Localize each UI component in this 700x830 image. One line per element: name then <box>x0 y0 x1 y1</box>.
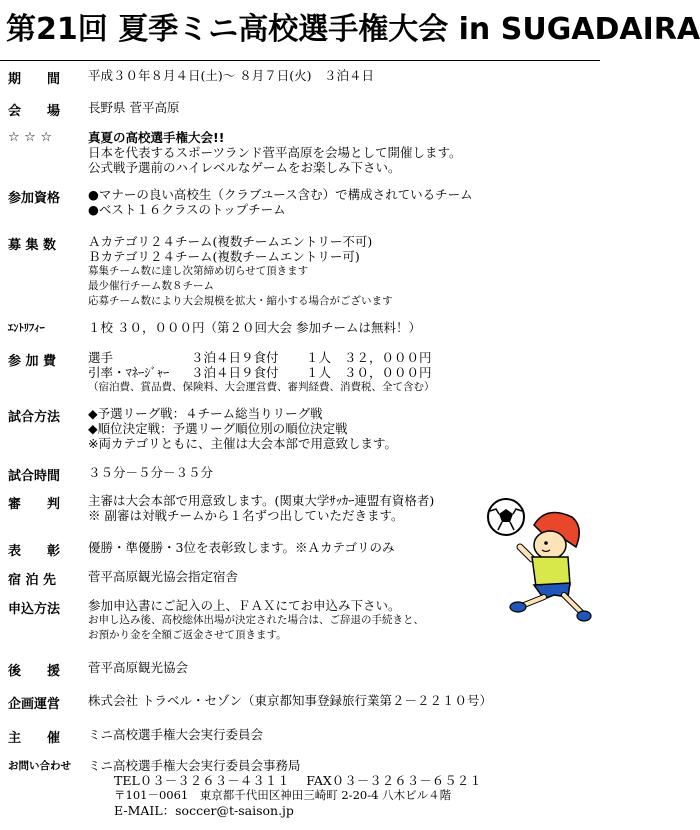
recruit-line: Ａカテゴリ２４チーム(複数チームエントリー不可) <box>88 234 373 249</box>
contact-phone-fax: TEL０３－３２６３－４３１１ FAX０３－３２６３－６５２１ <box>114 773 482 788</box>
fee-price: ３０，０００円 <box>344 365 432 380</box>
section-label: 試合方法 <box>8 410 61 425</box>
section-content <box>88 100 179 115</box>
section-content <box>88 569 238 584</box>
period-text: 平成３０年８月４日(土)～ ８月７日(火) ３泊４日 <box>88 68 374 83</box>
entry-fee-text: １校 ３０，０００円（第２０回大会 参加チームは無料！） <box>88 320 421 335</box>
section-content <box>88 693 492 708</box>
fee-plan: ３泊４日９食付 <box>191 365 279 380</box>
section-label: 会 場 <box>8 104 61 119</box>
section-label: ☆ ☆ ☆ <box>8 130 53 145</box>
section-content <box>88 465 213 480</box>
title-divider <box>0 60 600 61</box>
organizer-text: 株式会社 トラベル・セゾン（東京都知事登録旅行業第２－２２１０号） <box>88 693 492 708</box>
support-text: 菅平高原観光協会 <box>88 660 189 675</box>
section-label: 審 判 <box>8 497 61 512</box>
section-label: 主 催 <box>8 731 61 746</box>
fee-row-player <box>88 350 448 365</box>
section-content <box>88 406 397 451</box>
application-note: お預かり金を全額ご返金させて頂きます。 <box>88 629 287 641</box>
intro-line: 公式戦予選前のハイレベルなゲームをお楽しみ下さい。 <box>88 160 401 175</box>
soccer-player-illustration <box>484 495 592 623</box>
section-content <box>88 350 448 395</box>
recruit-note: 最少催行チーム数８チーム <box>88 280 214 292</box>
section-content <box>88 758 482 818</box>
contact-email: E-MAIL：soccer@t-saison.jp <box>114 803 294 818</box>
lodging-text: 菅平高原観光協会指定宿舎 <box>88 569 239 584</box>
page-title <box>6 2 700 58</box>
section-label: 企画運営 <box>8 697 61 712</box>
section-content <box>88 320 421 335</box>
section-label: 参 加 費 <box>8 354 57 369</box>
fee-category: 引率・ﾏﾈｰｼﾞｬｰ <box>88 365 170 380</box>
section-content <box>88 598 424 643</box>
format-line: ※両カテゴリともに、主催は大会本部で用意致します。 <box>88 436 397 451</box>
host-text: ミニ高校選手権大会実行委員会 <box>88 727 264 742</box>
section-content <box>88 493 434 523</box>
recruit-note: 募集チーム数に達し次第締め切らせて頂きます <box>88 265 309 277</box>
section-label: 参加資格 <box>8 191 61 206</box>
fee-plan: ３泊４日９食付 <box>191 350 279 365</box>
section-label: 表 彰 <box>8 544 61 559</box>
venue-text: 長野県 菅平高原 <box>88 100 180 115</box>
section-label: お問い合わせ <box>8 760 71 772</box>
section-label: 宿 泊 先 <box>8 573 57 588</box>
soccer-player-icon <box>484 495 592 623</box>
eligibility-item: ●ベスト１６クラスのトップチーム <box>88 202 286 217</box>
section-content <box>88 727 263 742</box>
format-line: ◆予選リーグ戦：４チーム総当りリーグ戦 <box>88 406 323 421</box>
section-content <box>88 130 462 175</box>
fee-note: （宿泊費、賞品費、保険料、大会運営費、審判経費、消費税、全て含む） <box>88 381 435 393</box>
section-content <box>88 234 393 309</box>
section-content <box>88 540 394 555</box>
contact-address: 〒101－0061 東京都千代田区神田三崎町 2-20-4 八木ビル４階 <box>114 788 452 802</box>
referee-line: ※ 副審は対戦チームから１名ずつ出していただきます。 <box>88 508 404 523</box>
application-line: 参加申込書にご記入の上、ＦＡＸにてお申込み下さい。 <box>88 598 401 613</box>
section-content <box>88 68 374 83</box>
format-line: ◆順位決定戦：予選リーグ順位別の順位決定戦 <box>88 421 348 436</box>
referee-line: 主審は大会本部で用意致します。(関東大学ｻｯｶｰ連盟有資格者) <box>88 493 435 508</box>
intro-headline: 真夏の高校選手権大会!! <box>88 130 225 145</box>
section-label: ｴﾝﾄﾘﾌｨｰ <box>8 322 45 334</box>
section-content <box>88 660 188 675</box>
match-time-text: ３５分－５分－３５分 <box>88 465 214 480</box>
fee-people: １人 <box>306 350 332 365</box>
section-content <box>88 187 473 217</box>
fee-price: ３２，０００円 <box>344 350 432 365</box>
intro-line: 日本を代表するスポーツランド菅平高原を会場として開催します。 <box>88 145 462 160</box>
page-title-text: 第21回 夏季ミニ高校選手権大会 in SUGADAIRA <box>6 12 700 47</box>
contact-office: ミニ高校選手権大会実行委員会事務局 <box>88 758 301 773</box>
awards-text: 優勝・準優勝・3位を表彰致します。※Ａカテゴリのみ <box>88 540 395 555</box>
section-label: 試合時間 <box>8 469 61 484</box>
application-note: お申し込み後、高校総体出場が決定された場合は、ご辞退の手続きと、 <box>88 614 424 626</box>
section-label: 募 集 数 <box>8 238 57 253</box>
fee-row-staff <box>88 365 448 380</box>
section-label: 期 間 <box>8 72 61 87</box>
recruit-line: Ｂカテゴリ２４チーム(複数チームエントリー可) <box>88 249 360 264</box>
section-label: 申込方法 <box>8 602 61 617</box>
recruit-note: 応募チーム数により大会規模を拡大・縮小する場合がございます <box>88 295 393 307</box>
fee-people: １人 <box>306 365 332 380</box>
eligibility-item: ●マナーの良い高校生（クラブユース含む）で構成されているチーム <box>88 187 473 202</box>
section-label: 後 援 <box>8 664 61 679</box>
fee-category: 選手 <box>88 350 114 365</box>
